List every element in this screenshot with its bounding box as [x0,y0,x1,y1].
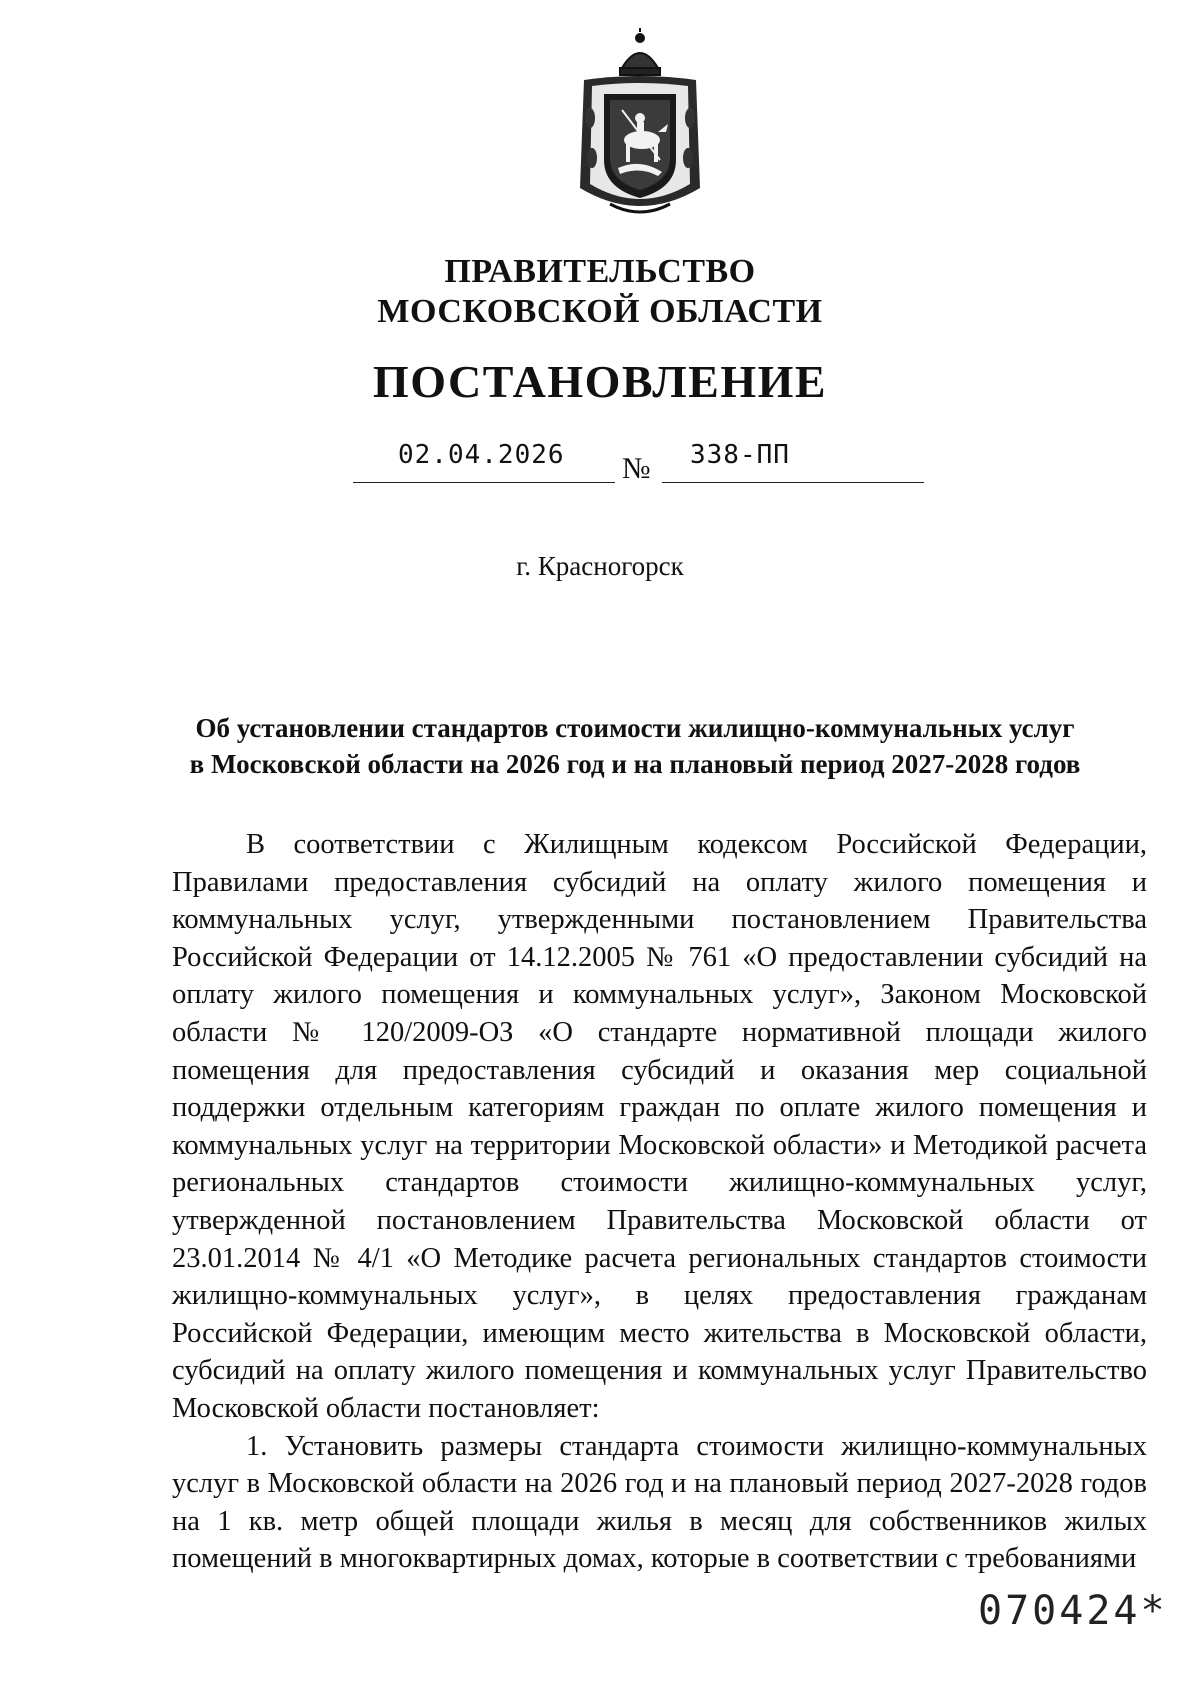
document-type: ПОСТАНОВЛЕНИЕ [372,356,828,407]
stamp-mark: * [1140,1588,1168,1634]
title-line-2: в Московской области на 2026 год и на плановый период 2027-2028 годов [189,749,1081,779]
clause-1-paragraph: 1. Установить размеры стандарта стоимости жилищно-коммунальных услуг в Московской области на 2026 год и на плановый период 2027-2028 годов на 1 кв. метр общей площади жилья в месяц для собственников жилых помещений в многоквартирных домах, которые в соответствии с требованиями [172,1430,1147,1575]
number-underline [662,482,924,483]
document-title [150,710,1120,782]
document-date: 02.04.2026 [398,440,565,470]
preamble-paragraph: В соответствии с Жилищным кодексом Российской Федерации, Правилами предоставления субсидий на оплату жилого помещения и коммунальных услуг, утвержденными постановлением Правительства Российской Федерации от 14.12.2005 № 761 «О предоставлении субсидий на оплату жилого помещения и коммунальных услуг», Законом Московской области № 120/2009-ОЗ «О стандарте нормативной площади жилого помещения для предоставления субсидий и оказания мер социальной поддержки отдельным категориям граждан по оплате жилого помещения и коммунальных услуг на территории Московской области» и Методикой расчета региональных стандартов стоимости жилищно-коммунальных услуг, утвержденной постановлением Правительства Московской области от 23.01.2014 № 4/1 «О Методике расчета региональных стандартов стоимости жилищно-коммунальных услуг», в целях предоставления гражданам Российской Федерации, имеющим место жительства в Московской области, субсидий на оплату жилого помещения и коммунальных услуг Правительство Московской области постановляет: [172,829,1147,1424]
document-number: 338-ПП [690,440,790,470]
coat-of-arms-emblem [570,28,710,228]
stamp-number: 070424 [978,1588,1141,1634]
authority-line-1: ПРАВИТЕЛЬСТВО [444,253,756,290]
registration-stamp [978,1588,1168,1634]
date-number-row [0,440,1200,490]
date-underline [353,482,615,483]
title-line-1: Об установлении стандартов стоимости жилищно-коммунальных услуг [195,713,1075,743]
number-sign: № [622,452,651,485]
city-location: г. Красногорск [516,551,684,581]
authority-line-2: МОСКОВСКОЙ ОБЛАСТИ [377,293,823,330]
issuing-authority [0,252,1200,332]
document-body [172,826,1147,1578]
